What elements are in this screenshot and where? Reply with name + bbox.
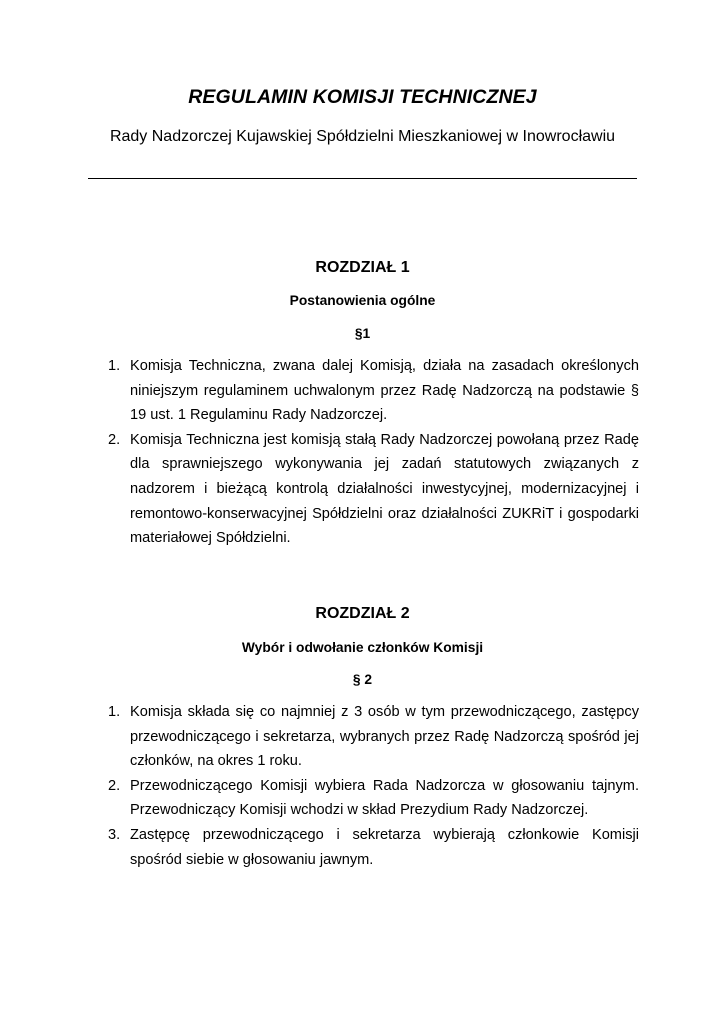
chapter-2-heading: ROZDZIAŁ 2 (315, 605, 410, 622)
list-item-text: Komisja składa się co najmniej z 3 osób w tym przewodniczącego, zastępcy przewodniczącego i sekretarza, wybranych przez Radę Nadzorczą spośród jej członków, na okres 1 roku. (130, 704, 639, 770)
chapter-1-name: Postanowienia ogólne (289, 293, 436, 308)
list-item-number: 1. (108, 704, 121, 720)
list-item-text: Komisja Techniczna jest komisją stałą Rady Nadzorczej powołaną przez Radę dla sprawniejszego wykonywania jej zadań statutowych związanych z nadzorem i bieżącą kontrolą działalności inwestycyjnej, modernizacyjnej i remontowo-konserwacyjnej Spółdzielni oraz działalności ZUKRiT i gospodarki materiałowej Spółdzielni. (130, 431, 639, 547)
document-subtitle: Rady Nadzorczej Kujawskiej Spółdzielni Mieszkaniowej w Inowrocławiu (109, 128, 616, 145)
chapter-2-list (108, 700, 639, 872)
title-divider (88, 178, 637, 179)
paragraph-2-mark: § 2 (352, 672, 373, 687)
list-item (108, 428, 639, 551)
document-title: REGULAMIN KOMISJI TECHNICZNEJ (188, 86, 537, 108)
list-item-number: 2. (108, 777, 121, 794)
list-item-text: Przewodniczącego Komisji wybiera Rada Nadzorcza w głosowaniu tajnym. Przewodniczący Komisji wchodzi w skład Prezydium Rady Nadzorczej. (130, 777, 639, 819)
chapter-2-name: Wybór i odwołanie członków Komisji (241, 640, 484, 655)
list-item (108, 354, 639, 428)
list-item-number: 1. (108, 358, 121, 374)
list-item-text: Komisja Techniczna, zwana dalej Komisją, działa na zasadach określonych niniejszym regulaminem uchwalonym przez Radę Nadzorczą na podstawie § 19 ust. 1 Regulaminu Rady Nadzorczej. (130, 358, 639, 424)
list-item-number: 3. (108, 826, 121, 843)
paragraph-1-mark: §1 (354, 326, 371, 341)
chapter-1-list (108, 354, 639, 551)
list-item (108, 774, 639, 823)
list-item (108, 700, 639, 774)
list-item-text: Zastępcę przewodniczącego i sekretarza wybierają członkowie Komisji spośród siebie w głosowaniu jawnym. (130, 826, 639, 868)
list-item-number: 2. (108, 431, 121, 448)
list-item (108, 823, 639, 872)
chapter-1-heading: ROZDZIAŁ 1 (315, 259, 410, 276)
